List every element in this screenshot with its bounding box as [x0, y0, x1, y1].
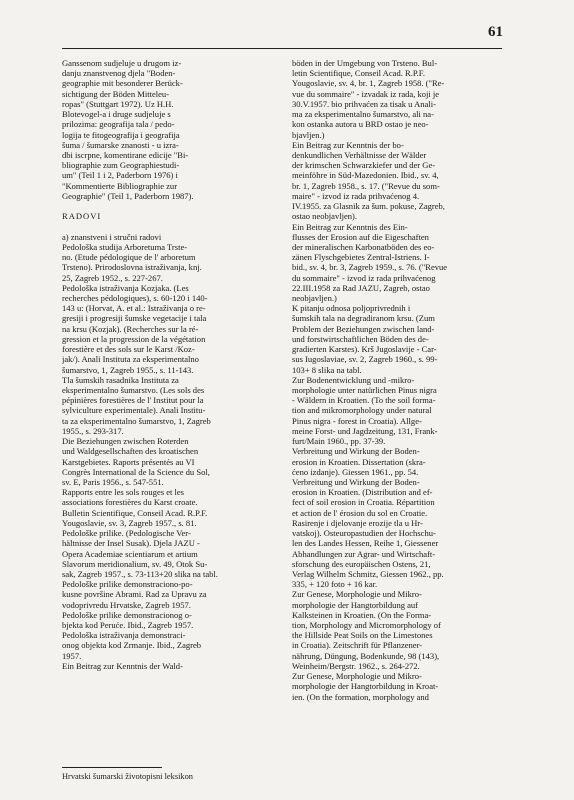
- text-line: du sommaire" - izvod iz rada prihvaćenog: [292, 272, 436, 283]
- sub-heading: a) znanstveni i stručni radovi: [62, 231, 162, 242]
- text-line: meine Forst- und Jagdzeitung, 131, Frank-: [292, 425, 438, 436]
- text-line: Die Beziehungen zwischen Roterden: [62, 436, 189, 447]
- page-number: 61: [488, 24, 503, 40]
- text-line: vodoprivredu Hrvatske, Zagreb 1957.: [62, 599, 191, 610]
- text-line: Verbreitung und Wirkung der Boden-: [292, 476, 420, 487]
- text-line: jak/). Anali Instituta za eksperimentalno: [62, 354, 199, 365]
- text-line: Pedološka istraživanja Kozjaka. (Les: [62, 282, 189, 293]
- text-line: um" (Teil 1 i 2, Paderborn 1976) i: [62, 170, 178, 181]
- text-line: et action de l' érosion du sol en Croatie.: [292, 507, 428, 518]
- text-line: ćeno izdanje). Giessen 1961., pp. 54.: [292, 466, 419, 477]
- section-heading: RADOVI: [62, 211, 102, 222]
- text-line: kon ostanka autora u BRD ostao je neo-: [292, 119, 429, 130]
- text-line: Pedološka studija Arboretuma Trste-: [62, 241, 188, 252]
- text-line: furt/Main 1960., pp. 37-39.: [292, 436, 386, 447]
- text-line: vatskoj). Osteuropastudien der Hochschu-: [292, 528, 436, 539]
- text-line: recherches pédologiques), s. 60-120 i 140-: [62, 293, 208, 304]
- text-line: šumskih tala na degradiranom krsu. (Zum: [292, 313, 435, 324]
- text-line: K pitanju odnosa poljoprivrednih i: [292, 303, 411, 314]
- text-line: pépinières forestières de l' Institut pour la: [62, 395, 204, 406]
- text-line: Zur Bodenentwicklung und -mikro-: [292, 374, 415, 385]
- text-line: vue du sommaire" - izvadak iz rada, koji je: [292, 88, 440, 99]
- text-line: und Waldgesellschaften des kroatischen: [62, 446, 199, 457]
- text-line: Blotevogel-a i druge sudjeluje s: [62, 109, 171, 120]
- text-line: bjavljen.): [292, 129, 325, 140]
- text-line: Pedološke prilike demonstracionog o-: [62, 609, 192, 620]
- text-line: neobjavljen.): [292, 293, 337, 304]
- text-line: Kalksteinen in Kroatien. (On the Forma-: [292, 609, 432, 620]
- right-column: [292, 58, 504, 702]
- text-line: tion and mikromorphology under natural: [292, 405, 432, 416]
- text-line: Ein Beitrag zur Kenntnis des Ein-: [292, 221, 408, 232]
- bibliography-right: [292, 58, 504, 702]
- text-line: "Kommentierte Bibliographie zur: [62, 180, 178, 191]
- text-line: ostao neobjavljen).: [292, 211, 358, 222]
- text-line: 1957.: [62, 650, 82, 661]
- left-column: [62, 58, 272, 671]
- text-line: eksperimentalno šumarstvo. (Les sols des: [62, 385, 205, 395]
- text-line: dbi iscrpne, komentirane edicije "Bi-: [62, 149, 189, 160]
- text-line: und forstwirtschaftlichen Böden des de-: [292, 333, 429, 344]
- text-line: gresiji i progresiji šumske vegetacije i tala: [62, 313, 207, 324]
- footer-text: Hrvatski šumarski životopisni leksikon: [62, 772, 193, 781]
- footer-rule: [62, 767, 162, 768]
- text-line: ropas" (Stuttgart 1972). Uz H.H.: [62, 98, 174, 109]
- text-line: erosion in Kroatien. Dissertation (skra-: [292, 456, 426, 467]
- text-line: 22.III.1958 za Rad JAZU, Zagreb, ostao: [292, 282, 430, 293]
- text-line: Tla šumskih rasadnika Instituta za: [62, 374, 179, 385]
- text-line: Pedološke prilike. (Pedologische Ver-: [62, 528, 191, 539]
- text-line: Verbreitung und Wirkung der Boden-: [292, 446, 420, 457]
- text-line: Yougoslavie, sv. 4, br. 1, Zagreb 1958. ("Re-: [292, 78, 445, 89]
- text-line: Verlag Wilhelm Schmitz, Giessen 1962., pp.: [292, 568, 444, 579]
- text-line: Rapports entre les sols rouges et les: [62, 487, 185, 498]
- text-line: 25, Zagreb 1952., s. 227-267.: [62, 272, 163, 283]
- text-line: sylviculture experimentale). Anali Institu-: [62, 405, 206, 416]
- text-line: - Wäldern in Kroatien. (To the soil forma-: [292, 395, 436, 406]
- text-line: Zur Genese, Morphologie und Mikro-: [292, 671, 422, 682]
- text-line: flusses der Erosion auf die Eigeschaften: [292, 231, 429, 242]
- text-line: bjekta kod Peruće. Ibid., Zagreb 1957.: [62, 620, 194, 631]
- text-line: erosion in Kroatien. (Distribution and ef-: [292, 487, 433, 498]
- text-line: 1955., s. 293-317.: [62, 425, 124, 436]
- text-line: no. (Etude pédologique de l' arboretum: [62, 252, 196, 263]
- text-line: sv. E, Paris 1956., s. 547-551.: [62, 476, 164, 487]
- text-line: IV.1955. za Glasnik za šum. pokuse, Zagreb,: [292, 201, 445, 212]
- text-line: logija te fitogeografija i geografija: [62, 129, 180, 140]
- text-line: Zur Genese, Morphologie und Mikro-: [292, 589, 422, 600]
- text-line: böden in der Umgebung von Trsteno. Bul-: [292, 58, 438, 68]
- text-line: 103+ 8 slika na tabl.: [292, 364, 362, 375]
- text-line: Abhandlungen zur Agrar- und Wirtschaft-: [292, 548, 436, 559]
- text-line: morphologie der Hangtorbildung in Kroat-: [292, 681, 439, 692]
- text-line: ta za eksperimentalno šumarstvo, 1, Zagreb: [62, 415, 211, 426]
- text-line: ien. (On the formation, morphology and: [292, 691, 429, 702]
- text-line: fect of soil erosion in Croatia. Répartition: [292, 497, 435, 508]
- text-line: onog objekta kod Zrmanje. Ibid., Zagreb: [62, 640, 202, 651]
- text-line: danju znanstvenog djela "Boden-: [62, 68, 176, 79]
- text-line: sak, Zagreb 1957., s. 73-113+20 slika na tabl.: [62, 568, 218, 579]
- text-line: gradierten Karstes). Krš Jugoslavije - Car-: [292, 344, 437, 355]
- intro-paragraph: [62, 58, 272, 201]
- text-line: šumarstvo, 1, Zagreb 1955., s. 11-143.: [62, 364, 194, 375]
- text-line: tion, Morphology and Micromorphology of: [292, 620, 441, 631]
- text-line: len des Landes Hessen, Reihe 1, Giessener: [292, 538, 439, 549]
- text-line: Ganssenom sudjeluje u drugom iz-: [62, 58, 182, 68]
- text-line: Opera Academiae scientiarum et artium: [62, 548, 198, 559]
- text-line: sforschung des europäischen Ostens, 21,: [292, 558, 431, 569]
- text-line: Karstgebietes. Raports présentés au VI: [62, 456, 195, 467]
- text-line: in Croatia). Zeitschrift für Pflanzener-: [292, 640, 423, 651]
- text-line: hältnisse der Insel Susak). Djela JAZU -: [62, 538, 200, 549]
- text-line: Ein Beitrag zur Kenntnis der Wald-: [62, 660, 183, 671]
- text-line: Rasirenje i djelovanje erozije tla u Hr-: [292, 517, 423, 528]
- text-line: sichtigung der Böden Mitteleu-: [62, 88, 170, 99]
- text-line: Congrès International de la Science du Sol,: [62, 466, 210, 477]
- text-line: na krsu (Kozjak). (Recherches sur la ré-: [62, 323, 199, 334]
- text-line: 143 u: (Horvat, A. et al.: Istraživanja o re-: [62, 303, 206, 314]
- text-line: Geographie" (Teil 1, Paderborn 1987).: [62, 190, 194, 201]
- text-line: Trsteno). Prirodoslovna istraživanja, knj.: [62, 262, 202, 273]
- text-line: 335, + 120 foto + 16 kar.: [292, 579, 378, 590]
- text-line: der mineralischen Karbonatböden des eo-: [292, 241, 435, 252]
- text-line: bid., sv. 4, br. 3, Zagreb 1959., s. 76. ("Revue: [292, 262, 448, 273]
- text-line: prilozima: geografija tala / pedo-: [62, 119, 175, 130]
- text-line: der krimschen Schwarzkiefer und der Ge-: [292, 160, 436, 171]
- text-line: zänen Flyschgebietes Zentral-Istriens. I-: [292, 252, 430, 263]
- text-line: Weinheim/Bergstr. 1962., s. 264-272.: [292, 660, 420, 671]
- text-line: associations forestières du Karst croate.: [62, 497, 198, 508]
- text-line: Yougoslavie, sv. 3, Zagreb 1957., s. 81.: [62, 517, 197, 528]
- text-line: Ein Beitrag zur Kenntnis der bo-: [292, 139, 404, 150]
- text-line: šuma / šumarske znanosti - u izra-: [62, 139, 179, 150]
- text-line: denkundlichen Verhältnisse der Wälder: [292, 149, 427, 160]
- header-rule: [62, 48, 502, 49]
- text-line: gression et la progression de la végétation: [62, 333, 206, 344]
- text-line: ma za eksperimentalno šumarstvo, ali na-: [292, 109, 434, 120]
- text-line: Pedološka istraživanja demonstraci-: [62, 630, 186, 641]
- text-line: bliographie zum Geographiestudi-: [62, 160, 180, 171]
- text-line: Pedološke prilike demonstraciono-po-: [62, 579, 193, 590]
- text-line: Slavorum meridionalium, sv. 49, Otok Su-: [62, 558, 208, 569]
- text-line: Bulletin Scientifique, Conseil Acad. R.P.F.: [62, 507, 208, 518]
- text-line: br. 1, Zagreb 1958., s. 17. ("Revue du som-: [292, 180, 440, 191]
- text-line: nährung, Düngung, Bodenkunde, 98 (143),: [292, 650, 440, 661]
- text-line: Pinus nigra - forest in Croatia). Allge-: [292, 415, 422, 426]
- text-line: meinföhre in Süd-Mazedonien. Ibid., sv. 4,: [292, 170, 439, 181]
- text-line: the Hillside Peat Soils on the Limestones: [292, 630, 433, 641]
- text-line: morphologie der Hangtorbildung auf: [292, 599, 419, 610]
- text-line: geographie mit besonderer Berück-: [62, 78, 183, 89]
- text-line: maire" - izvod iz rada prihvaćenog 4.: [292, 190, 420, 201]
- text-line: sus Iugoslaviae, sv. 2, Zagreb 1960., s. 99-: [292, 354, 438, 365]
- text-line: morphologie unter natürlichen Pinus nigra: [292, 385, 437, 395]
- text-line: kusne površine Abrami. Rad za Upravu za: [62, 589, 207, 600]
- text-line: letin Scientifique, Conseil Acad. R.P.F.: [292, 68, 425, 79]
- text-line: Problem der Beziehungen zwischen land-: [292, 323, 435, 334]
- bibliography-left: [62, 242, 272, 671]
- text-line: 30.V.1957. bio prihvaćen za tisak u Anali-: [292, 98, 436, 109]
- text-line: forestière et des sols sur le Karst /Koz-: [62, 344, 195, 355]
